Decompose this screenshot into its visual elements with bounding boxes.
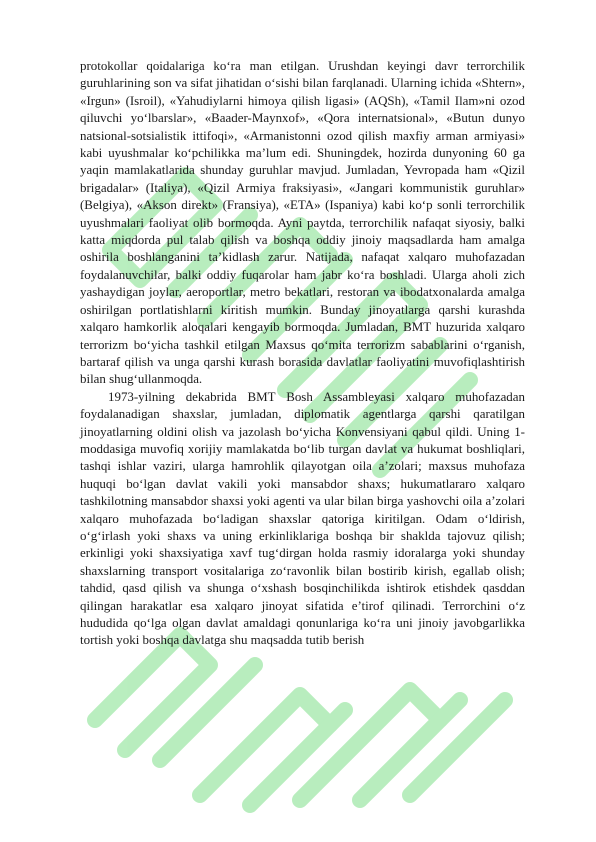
- body-paragraph-1: protokollar qoidalariga ko‘ra man etilgan. Urushdan keyingi davr terrorchilik guruhlarining son va sifat jihatidan o‘sishi bilan farqlanadi. Ularning ichida «Shtern», «Irgun» (Isroil), «Yahudiylarni himoya qilish ligasi» (AQSh), «Tamil Ilam»ni ozod qiluvchi yo‘lbarslar», «Baader-Maynxof», «Qora internatsional», «Butun dunyo natsional-sotsialistik ittifoqi», «Armanistonni ozod qilish maxfiy arman armiyasi» kabi uyushmalar ko‘pchilikka ma’lum edi. Shuningdek, hozirda dunyoning 60 ga yaqin mamlakatlarida shunday guruhlar mavjud. Jumladan, Yevropada ham «Qizil brigadalar» (Italiya), «Qizil Armiya fraksiyasi», «Jangari kommunistik guruhlar» (Belgiya), «Akson direkt» (Fransiya), «ETA» (Ispaniya) kabi ko‘p sonli terrorchilik uyushmalari faoliyat olib bormoqda. Ayni paytda, terrorchilik nafaqat siyosiy, balki katta miqdorda pul talab qilish va boshqa oddiy jinoiy maqsadlarda ham amalga oshirila boshlanganini ta’kidlash zarur. Natijada, nafaqat xalqaro muhofazadan foydalanuvchilar, balki oddiy fuqarolar ham jabr ko‘ra boshladi. Ularga aholi zich yashaydigan joylar, aeroportlar, metro bekatlari, restoran va ibodatxonalarda amalga oshirilgan portlatishlarni kiritish mumkin. Bunday jinoyatlarga qarshi kurashda xalqaro hamkorlik aloqalari kengayib bormoqda. Jumladan, BMT huzurida xalqaro terrorizm bo‘yicha tashkil etilgan Maxsus qo‘mita terrorizm sabablarini o‘rganish, bartaraf qilish va unga qarshi kurash borasida davlatlar faoliyatini muvofiqlashtirish bilan shug‘ullanmoqda.: [80, 58, 525, 387]
- document-page: [80, 57, 525, 649]
- watermark-stroke: [250, 710, 345, 805]
- watermark-stroke: [360, 700, 460, 800]
- watermark-stroke: [410, 700, 505, 795]
- watermark-stroke: [95, 635, 210, 750]
- watermark-stroke: [300, 690, 440, 800]
- watermark-stroke: [160, 665, 255, 760]
- watermark-stroke: [200, 695, 330, 795]
- body-paragraph-2: 1973-yilning dekabrida BMT Bosh Assambleyasi xalqaro muhofazadan foydalanadigan shaxslar, jumladan, diplomatik agentlarga qarshi qaratilgan jinoyatlarning oldini olish va jazolash bo‘yicha Konvensiyani qabul qildi. Uning 1-moddasiga muvofiq xorijiy mamlakatda bo‘lib turgan davlat va hukumat boshliqlari, tashqi ishlar vaziri, ularga hamrohlik qilayotgan oila a’zolari; maxsus muhofaza huquqi bo‘lgan davlat vakili yoki mansabdor shaxs; hukumatlararo xalqaro tashkilotning mansabdor shaxsi yoki agenti va ular bilan birga yashovchi oila a’zolari xalqaro muhofazada bo‘ladigan shaxslar qatoriga kiritilgan. Odam o‘ldirish, o‘g‘irlash yoki shaxs va uning erkinliklariga boshqa bir shaklda tajovuz qilish; erkinligi yoki shaxsiyatiga xavf tug‘dirgan holda rasmiy idoralarga yoki shunday shaxslarning transport vositalariga zo‘ravonlik bilan bostirib kirish, egallab olish; tahdid, qasd qilish va shunga o‘xshash bosqinchilikda ishtirok etishdek qasddan qilingan harakatlar esa xalqaro jinoyat sifatida e’tirof qilinadi. Terrorchini o‘z hududida qo‘lga olgan davlat amaldagi qonunlariga ko‘ra uni jinoiy javobgarlikka tortish yoki boshqa davlatga shu maqsadda tutib berish: [80, 388, 525, 648]
